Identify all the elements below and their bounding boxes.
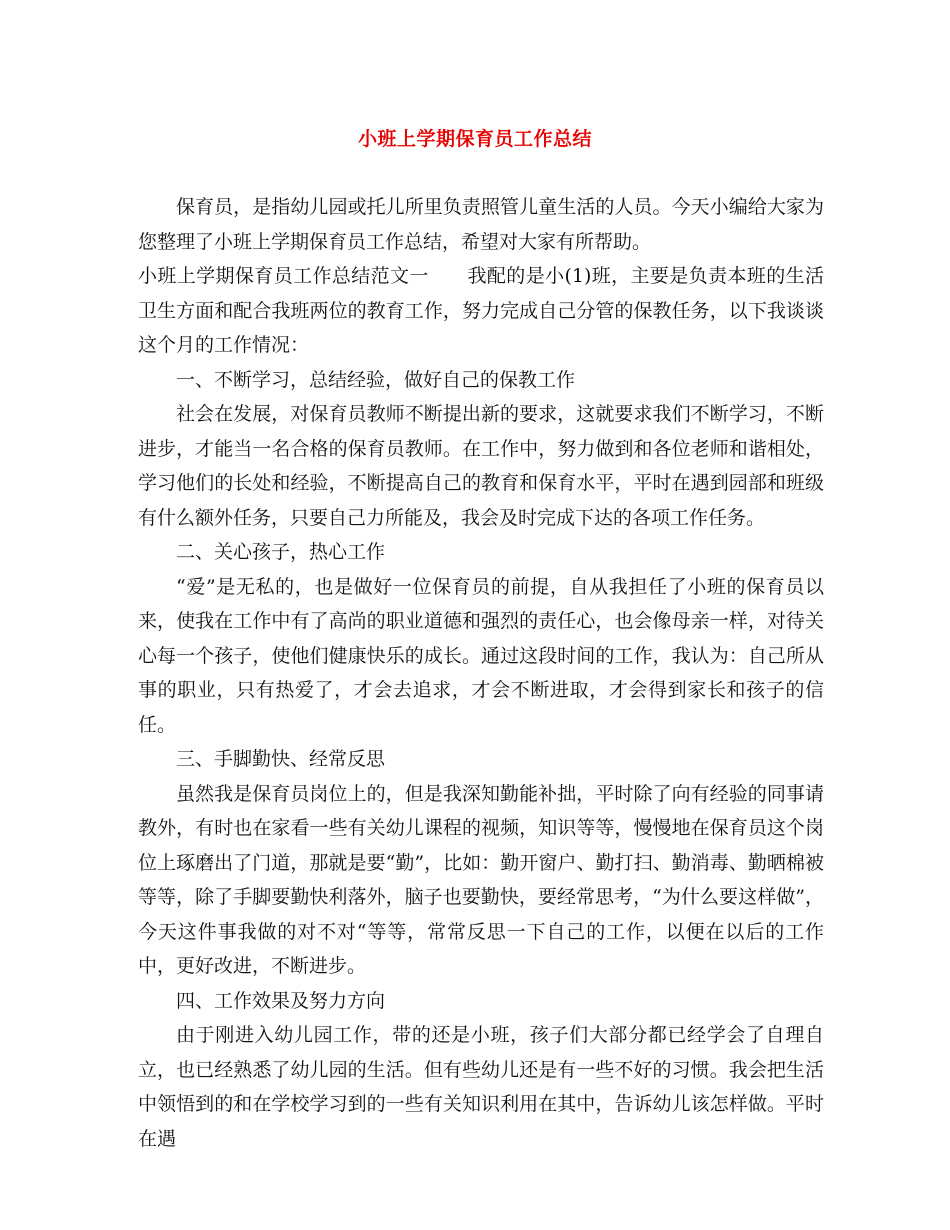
paragraph-section-2: “爱”是无私的，也是做好一位保育员的前提，自从我担任了小班的保育员以来，使我在工作中有了高尚的职业道德和强烈的责任心，也会像母亲一样，对待关心每一个孩子，使他们健康快乐的成长。通过这段时间的工作，我认为：自己所从事的职业，只有热爱了，才会去追求，才会不断进取，才会得到家长和孩子的信任。: [138, 575, 824, 736]
paragraph-section-4: 由于刚进入幼儿园工作，带的还是小班，孩子们大部分都已经学会了自理自立，也已经熟悉了幼儿园的生活。但有些幼儿还是有一些不好的习惯。我会把生活中领悟到的和在学校学习到的一些有关知识利用在其中，告诉幼儿该怎样做。平时在遇: [138, 1024, 824, 1150]
section-heading-2: 二、关心孩子，热心工作: [176, 541, 386, 563]
section-heading-3: 三、手脚勤快、经常反思: [176, 748, 386, 770]
page-title: 小班上学期保育员工作总结: [357, 128, 592, 150]
section-heading-4: 四、工作效果及努力方向: [176, 989, 386, 1012]
paragraph-intro: 保育员，是指幼儿园或托儿所里负责照管儿童生活的人员。今天小编给大家为您整理了小班上学期保育员工作总结，希望对大家有所帮助。: [138, 196, 824, 253]
paragraph-section-3: 虽然我是保育员岗位上的，但是我深知勤能补拙，平时除了向有经验的同事请教外，有时也在家看一些有关幼儿课程的视频，知识等等，慢慢地在保育员这个岗位上琢磨出了门道，那就是要“勤”，比如：勤开窗户、勤打扫、勤消毒、勤晒棉被等等，除了手脚要勤快利落外，脑子也要勤快，要经常思考，“为什么要这样做”，今天这件事我做的对不对“等等，常常反思一下自己的工作，以便在以后的工作中，更好改进，不断进步。: [138, 782, 824, 977]
document-body: [138, 190, 824, 1156]
paragraph-section-1: 社会在发展，对保育员教师不断提出新的要求，这就要求我们不断学习，不断进步，才能当一名合格的保育员教师。在工作中，努力做到和各位老师和谐相处，学习他们的长处和经验，不断提高自己的教育和保育水平，平时在遇到园部和班级有什么额外任务，只要自己力所能及，我会及时完成下达的各项工作任务。: [138, 403, 824, 529]
paragraph-sample-one: 小班上学期保育员工作总结范文一 我配的是小(1)班，主要是负责本班的生活卫生方面和配合我班两位的教育工作，努力完成自己分管的保教任务，以下我谈谈这个月的工作情况：: [138, 265, 824, 356]
section-heading-1: 一、不断学习，总结经验，做好自己的保教工作: [176, 368, 576, 391]
